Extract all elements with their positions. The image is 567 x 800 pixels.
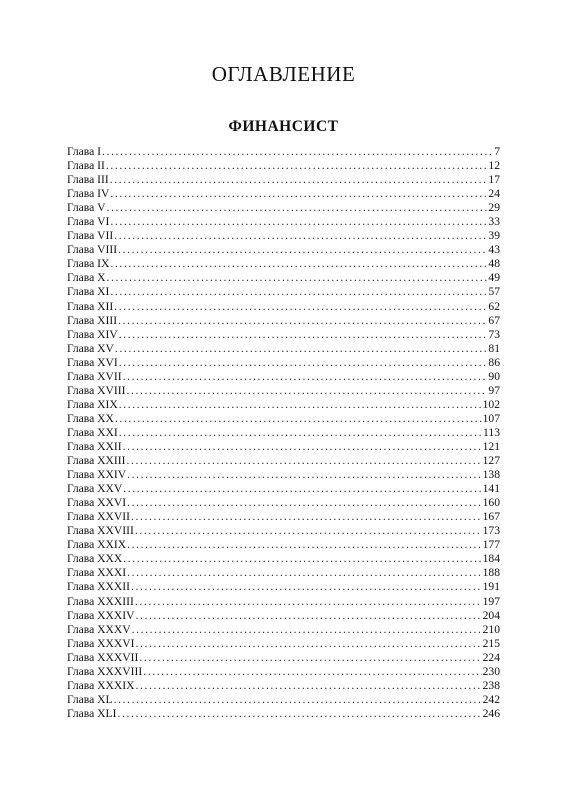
toc-entry-label: Глава XXVI	[67, 496, 127, 510]
toc-entry[interactable]	[67, 370, 500, 384]
toc-entry-page-number: 210	[482, 622, 500, 636]
toc-entry-label: Глава XXX	[67, 552, 123, 566]
toc-dot-leader	[114, 300, 487, 314]
toc-entry-page-number: 12	[488, 159, 500, 173]
toc-entry-page-number: 48	[488, 257, 500, 271]
toc-entry-page-number: 138	[482, 468, 500, 482]
toc-dot-leader	[118, 314, 487, 328]
toc-entry[interactable]	[67, 679, 500, 693]
toc-entry[interactable]	[67, 159, 500, 173]
toc-entry[interactable]	[67, 229, 500, 243]
toc-entry[interactable]	[67, 412, 500, 426]
toc-entry-page-number: 39	[488, 229, 500, 243]
toc-entry-label: Глава XIX	[67, 397, 118, 411]
toc-dot-leader	[110, 215, 487, 229]
toc-entry[interactable]	[67, 595, 500, 609]
toc-dot-leader	[127, 566, 482, 580]
table-of-contents	[67, 145, 500, 721]
toc-dot-leader	[123, 370, 488, 384]
toc-entry[interactable]	[67, 398, 500, 412]
toc-dot-leader	[114, 693, 482, 707]
toc-entry[interactable]	[67, 426, 500, 440]
toc-entry-label: Глава XXXIX	[67, 678, 135, 692]
toc-dot-leader	[107, 201, 488, 215]
toc-entry-page-number: 204	[482, 608, 500, 622]
toc-entry[interactable]	[67, 328, 500, 342]
toc-entry-page-number: 102	[482, 397, 500, 411]
toc-entry[interactable]	[67, 566, 500, 580]
toc-entry-label: Глава XI	[67, 285, 110, 299]
toc-entry-page-number: 43	[488, 243, 500, 257]
toc-entry[interactable]	[67, 665, 500, 679]
toc-entry[interactable]	[67, 215, 500, 229]
toc-entry-label: Глава XXIX	[67, 538, 127, 552]
toc-entry-page-number: 81	[488, 341, 500, 355]
toc-entry-page-number: 24	[488, 187, 500, 201]
toc-dot-leader	[119, 328, 488, 342]
toc-entry-label: Глава XIII	[67, 313, 118, 327]
toc-entry-page-number: 86	[488, 355, 500, 369]
toc-entry-page-number: 49	[488, 271, 500, 285]
toc-entry-page-number: 177	[482, 538, 500, 552]
toc-dot-leader	[139, 651, 481, 665]
toc-dot-leader	[110, 285, 487, 299]
toc-dot-leader	[131, 510, 482, 524]
toc-entry[interactable]	[67, 257, 500, 271]
toc-dot-leader	[143, 665, 481, 679]
toc-dot-leader	[135, 595, 482, 609]
toc-entry-page-number: 141	[482, 482, 500, 496]
toc-entry[interactable]	[67, 454, 500, 468]
toc-entry-label: Глава XXXI	[67, 566, 127, 580]
toc-entry-label: Глава XXXIII	[67, 594, 134, 608]
toc-dot-leader	[127, 496, 482, 510]
toc-entry[interactable]	[67, 580, 500, 594]
toc-entry-page-number: 215	[482, 636, 500, 650]
toc-dot-leader	[119, 426, 482, 440]
toc-dot-leader	[135, 679, 481, 693]
toc-entry-label: Глава III	[67, 173, 109, 187]
toc-entry[interactable]	[67, 510, 500, 524]
toc-dot-leader	[118, 243, 487, 257]
toc-entry-page-number: 188	[482, 566, 500, 580]
toc-entry-page-number: 127	[482, 454, 500, 468]
toc-entry[interactable]	[67, 356, 500, 370]
toc-dot-leader	[131, 580, 482, 594]
toc-dot-leader	[110, 173, 488, 187]
toc-dot-leader	[123, 482, 481, 496]
toc-entry-label: Глава IV	[67, 187, 110, 201]
toc-entry-page-number: 242	[482, 692, 500, 706]
toc-entry-page-number: 160	[482, 496, 500, 510]
toc-entry-label: Глава XXXV	[67, 622, 131, 636]
toc-entry-label: Глава IX	[67, 257, 110, 271]
toc-entry[interactable]	[67, 173, 500, 187]
toc-entry-label: Глава XXVII	[67, 510, 130, 524]
toc-entry-label: Глава V	[67, 201, 106, 215]
toc-entry-label: Глава XXXVI	[67, 636, 135, 650]
toc-entry[interactable]	[67, 623, 500, 637]
toc-entry-label: Глава XXII	[67, 439, 122, 453]
toc-entry-label: Глава XVII	[67, 369, 122, 383]
toc-entry-page-number: 113	[483, 425, 500, 439]
toc-entry-page-number: 7	[494, 145, 500, 158]
toc-entry-label: Глава I	[67, 145, 101, 158]
toc-entry-page-number: 90	[488, 369, 500, 383]
toc-entry-label: Глава XXXII	[67, 580, 130, 594]
toc-entry[interactable]	[67, 243, 500, 257]
toc-entry-page-number: 230	[482, 664, 500, 678]
toc-entry-label: Глава XXIII	[67, 454, 126, 468]
toc-entry[interactable]	[67, 693, 500, 707]
toc-entry-page-number: 173	[482, 524, 500, 538]
toc-dot-leader	[114, 229, 487, 243]
toc-dot-leader	[119, 356, 488, 370]
toc-entry[interactable]	[67, 651, 500, 665]
toc-entry[interactable]	[67, 342, 500, 356]
toc-entry-page-number: 246	[482, 706, 500, 720]
page-title: ОГЛАВЛЕНИЕ	[211, 62, 356, 86]
toc-entry[interactable]	[67, 145, 500, 159]
toc-entry-label: Глава XX	[67, 411, 114, 425]
toc-entry-page-number: 107	[482, 411, 500, 425]
toc-entry[interactable]	[67, 285, 500, 299]
toc-entry-page-number: 97	[488, 383, 500, 397]
toc-entry[interactable]	[67, 271, 500, 285]
toc-dot-leader	[135, 609, 481, 623]
toc-entry-label: Глава XVI	[67, 355, 118, 369]
toc-entry-page-number: 57	[488, 285, 500, 299]
toc-entry-page-number: 73	[488, 327, 500, 341]
toc-entry-label: Глава XXI	[67, 425, 118, 439]
toc-entry-label: Глава X	[67, 271, 106, 285]
toc-entry[interactable]	[67, 609, 500, 623]
toc-entry-label: Глава XXXVIII	[67, 664, 143, 678]
toc-entry-label: Глава XIV	[67, 327, 118, 341]
toc-entry[interactable]	[67, 552, 500, 566]
toc-dot-leader	[135, 524, 482, 538]
toc-entry-label: Глава XXXIV	[67, 608, 135, 622]
toc-entry-label: Глава XVIII	[67, 383, 126, 397]
toc-entry-label: Глава XXXVII	[67, 650, 139, 664]
toc-entry-page-number: 17	[488, 173, 500, 187]
toc-entry-page-number: 184	[482, 552, 500, 566]
toc-entry-label: Глава XL	[67, 692, 113, 706]
toc-entry[interactable]	[67, 524, 500, 538]
toc-dot-leader	[123, 552, 481, 566]
toc-entry[interactable]	[67, 468, 500, 482]
toc-entry-page-number: 121	[482, 439, 500, 453]
toc-entry-page-number: 67	[488, 313, 500, 327]
toc-entry[interactable]	[67, 440, 500, 454]
toc-dot-leader	[110, 257, 487, 271]
toc-dot-leader	[123, 440, 482, 454]
toc-entry[interactable]	[67, 637, 500, 651]
toc-entry[interactable]	[67, 187, 500, 201]
toc-entry[interactable]	[67, 201, 500, 215]
toc-entry-label: Глава XXVIII	[67, 524, 134, 538]
toc-entry-label: Глава VI	[67, 215, 110, 229]
toc-entry-label: Глава XV	[67, 341, 114, 355]
toc-entry-page-number: 29	[488, 201, 500, 215]
toc-entry-label: Глава XII	[67, 299, 114, 313]
toc-dot-leader	[127, 468, 482, 482]
toc-dot-leader	[132, 623, 482, 637]
toc-entry[interactable]	[67, 300, 500, 314]
toc-dot-leader	[117, 707, 481, 721]
toc-dot-leader	[126, 384, 487, 398]
toc-entry-label: Глава II	[67, 159, 105, 173]
toc-entry-label: Глава XXV	[67, 482, 123, 496]
toc-dot-leader	[135, 637, 481, 651]
toc-dot-leader	[119, 398, 482, 412]
toc-entry[interactable]	[67, 314, 500, 328]
toc-dot-leader	[110, 187, 487, 201]
toc-entry[interactable]	[67, 707, 500, 721]
toc-entry-page-number: 238	[482, 678, 500, 692]
toc-entry-page-number: 224	[482, 650, 500, 664]
toc-entry[interactable]	[67, 538, 500, 552]
section-title: ФИНАНСИСТ	[228, 118, 339, 135]
toc-dot-leader	[106, 159, 488, 173]
toc-entry-page-number: 191	[482, 580, 500, 594]
toc-entry-page-number: 197	[482, 594, 500, 608]
toc-dot-leader	[102, 145, 493, 159]
toc-entry-label: Глава XLI	[67, 706, 117, 720]
toc-dot-leader	[127, 538, 482, 552]
toc-entry-label: Глава VII	[67, 229, 114, 243]
toc-dot-leader	[126, 454, 481, 468]
toc-entry-label: Глава XXIV	[67, 468, 127, 482]
toc-entry-page-number: 33	[488, 215, 500, 229]
toc-entry[interactable]	[67, 496, 500, 510]
toc-entry[interactable]	[67, 384, 500, 398]
toc-dot-leader	[107, 271, 488, 285]
toc-dot-leader	[115, 412, 482, 426]
toc-entry-page-number: 167	[482, 510, 500, 524]
toc-entry-page-number: 62	[488, 299, 500, 313]
toc-entry-label: Глава VIII	[67, 243, 118, 257]
toc-entry[interactable]	[67, 482, 500, 496]
toc-dot-leader	[115, 342, 488, 356]
